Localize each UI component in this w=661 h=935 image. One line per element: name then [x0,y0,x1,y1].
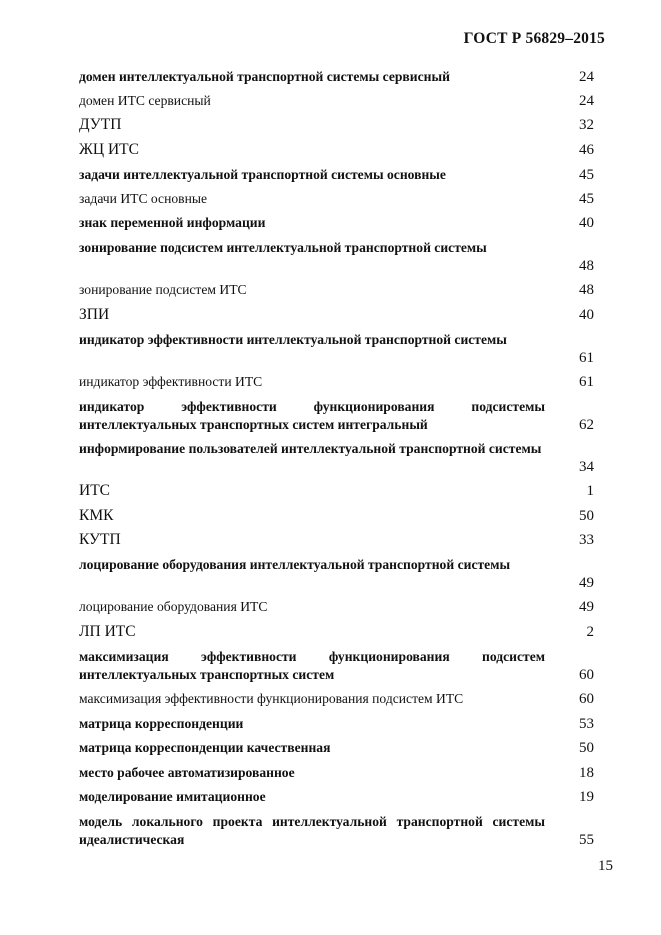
index-term: индикатор эффективности интеллектуальной транспортной системы [79,332,507,347]
index-page-ref: 24 [579,69,594,85]
index-page-ref: 45 [579,167,594,183]
index-page-ref: 18 [579,765,594,781]
index-term: ИТС [79,482,110,499]
index-term: модель локального проекта интеллектуальной транспортной системы идеалистическая [79,814,545,847]
index-term: матрица корреспонденции качественная [79,740,331,755]
index-term: матрица корреспонденции [79,716,244,731]
index-page-ref: 40 [579,215,594,231]
index-term: место рабочее автоматизированное [79,765,295,780]
index-term: задачи интеллектуальной транспортной системы основные [79,167,446,182]
index-page-ref: 55 [579,832,594,848]
index-term: лоцирование оборудования ИТС [79,599,268,614]
index-page-ref: 40 [579,307,594,323]
index-term: индикатор эффективности функционирования подсистемы интеллектуальных транспортных систем интегральный [79,399,545,432]
index-page-ref: 48 [579,282,594,298]
index-term: КМК [79,507,114,524]
index-page-ref: 24 [579,93,594,109]
index-page-ref: 60 [579,691,594,707]
index-page-ref: 62 [579,417,594,433]
index-term: домен ИТС сервисный [79,93,211,108]
index-term: ЗПИ [79,306,110,323]
index-page-ref: 49 [579,575,594,591]
index-page-ref: 50 [579,740,594,756]
index-term: ДУТП [79,116,122,133]
index-page-ref: 49 [579,599,594,615]
page-number: 15 [598,858,613,874]
index-term: домен интеллектуальной транспортной системы сервисный [79,69,450,84]
index-page-ref: 61 [579,374,594,390]
index-term: индикатор эффективности ИТС [79,374,263,389]
index-page-ref: 45 [579,191,594,207]
index-term: лоцирование оборудования интеллектуальной транспортной системы [79,557,511,572]
index-term: зонирование подсистем интеллектуальной транспортной системы [79,240,487,255]
index-term: ЖЦ ИТС [79,141,139,158]
index-page-ref: 1 [586,483,594,499]
index-page-ref: 48 [579,258,594,274]
index-page-ref: 34 [579,459,594,475]
index-term: задачи ИТС основные [79,191,208,206]
index-page-ref: 46 [579,142,594,158]
index-term: КУТП [79,531,121,548]
document-header: ГОСТ Р 56829–2015 [463,30,605,47]
index-term: максимизация эффективности функционирования подсистем интеллектуальных транспортных систем [79,649,545,682]
index-term: зонирование подсистем ИТС [79,282,247,297]
index-page-ref: 32 [579,117,594,133]
index-page-ref: 61 [579,350,594,366]
index-term: моделирование имитационное [79,789,266,804]
index-term: знак переменной информации [79,215,266,230]
index-term: информирование пользователей интеллектуальной транспортной системы [79,441,542,456]
index-page-ref: 19 [579,789,594,805]
index-term: ЛП ИТС [79,623,136,640]
index-page-ref: 60 [579,667,594,683]
index-page-ref: 2 [586,624,594,640]
index-page-ref: 50 [579,508,594,524]
index-page-ref: 53 [579,716,594,732]
index-term: максимизация эффективности функционирования подсистем ИТС [79,691,464,706]
index-page-ref: 33 [579,532,594,548]
